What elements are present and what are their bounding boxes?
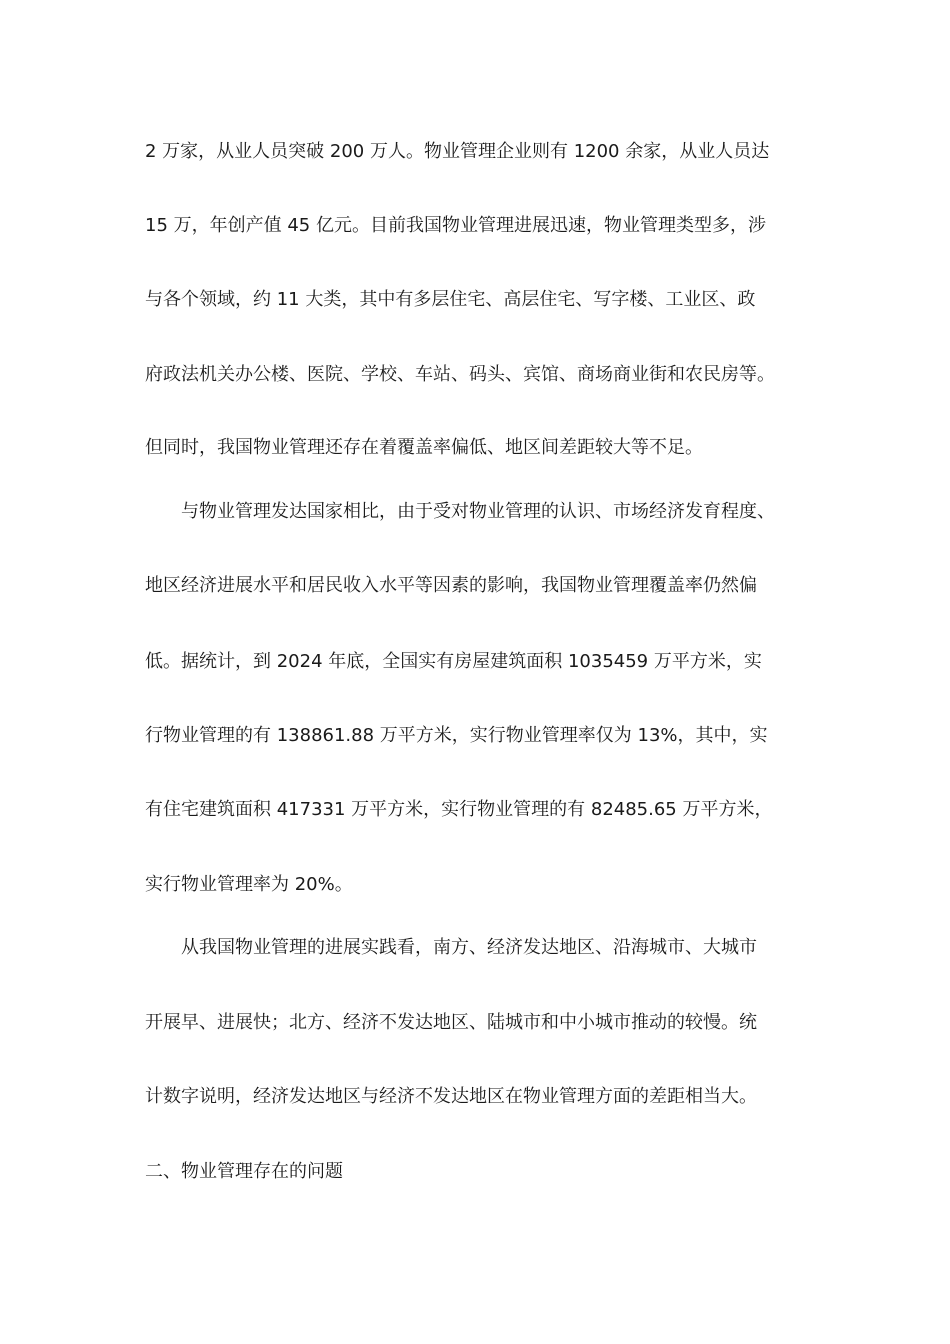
text-line: 有住宅建筑面积 417331 万平方米，实行物业管理的有 82485.65 万平方米， — [145, 799, 773, 820]
text-line: 2 万家，从业人员突破 200 万人。物业管理企业则有 1200 余家，从业人员达 — [145, 141, 770, 162]
text-line: 地区经济进展水平和居民收入水平等因素的影响，我国物业管理覆盖率仍然偏 — [145, 575, 757, 596]
text-line: 但同时，我国物业管理还存在着覆盖率偏低、地区间差距较大等不足。 — [145, 437, 703, 458]
text-line: 行物业管理的有 138861.88 万平方米，实行物业管理率仅为 13%，其中，实 — [145, 725, 768, 746]
text-line: 开展早、进展快；北方、经济不发达地区、陆城市和中小城市推动的较慢。统 — [145, 1012, 757, 1033]
paragraph-first-line: 从我国物业管理的进展实践看，南方、经济发达地区、沿海城市、大城市 — [181, 937, 757, 958]
text-line: 低。据统计，到 2024 年底，全国实有房屋建筑面积 1035459 万平方米，实 — [145, 651, 762, 672]
text-line: 与各个领域，约 11 大类，其中有多层住宅、高层住宅、写字楼、工业区、政 — [145, 289, 756, 310]
text-line: 实行物业管理率为 20%。 — [145, 874, 353, 895]
text-line: 15 万，年创产值 45 亿元。目前我国物业管理进展迅速，物业管理类型多，涉 — [145, 215, 766, 236]
text-line: 府政法机关办公楼、医院、学校、车站、码头、宾馆、商场商业街和农民房等。 — [145, 364, 775, 385]
paragraph-first-line: 与物业管理发达国家相比，由于受对物业管理的认识、市场经济发育程度、 — [181, 501, 775, 522]
section-heading: 二、物业管理存在的问题 — [145, 1161, 343, 1182]
text-line: 计数字说明，经济发达地区与经济不发达地区在物业管理方面的差距相当大。 — [145, 1086, 757, 1107]
